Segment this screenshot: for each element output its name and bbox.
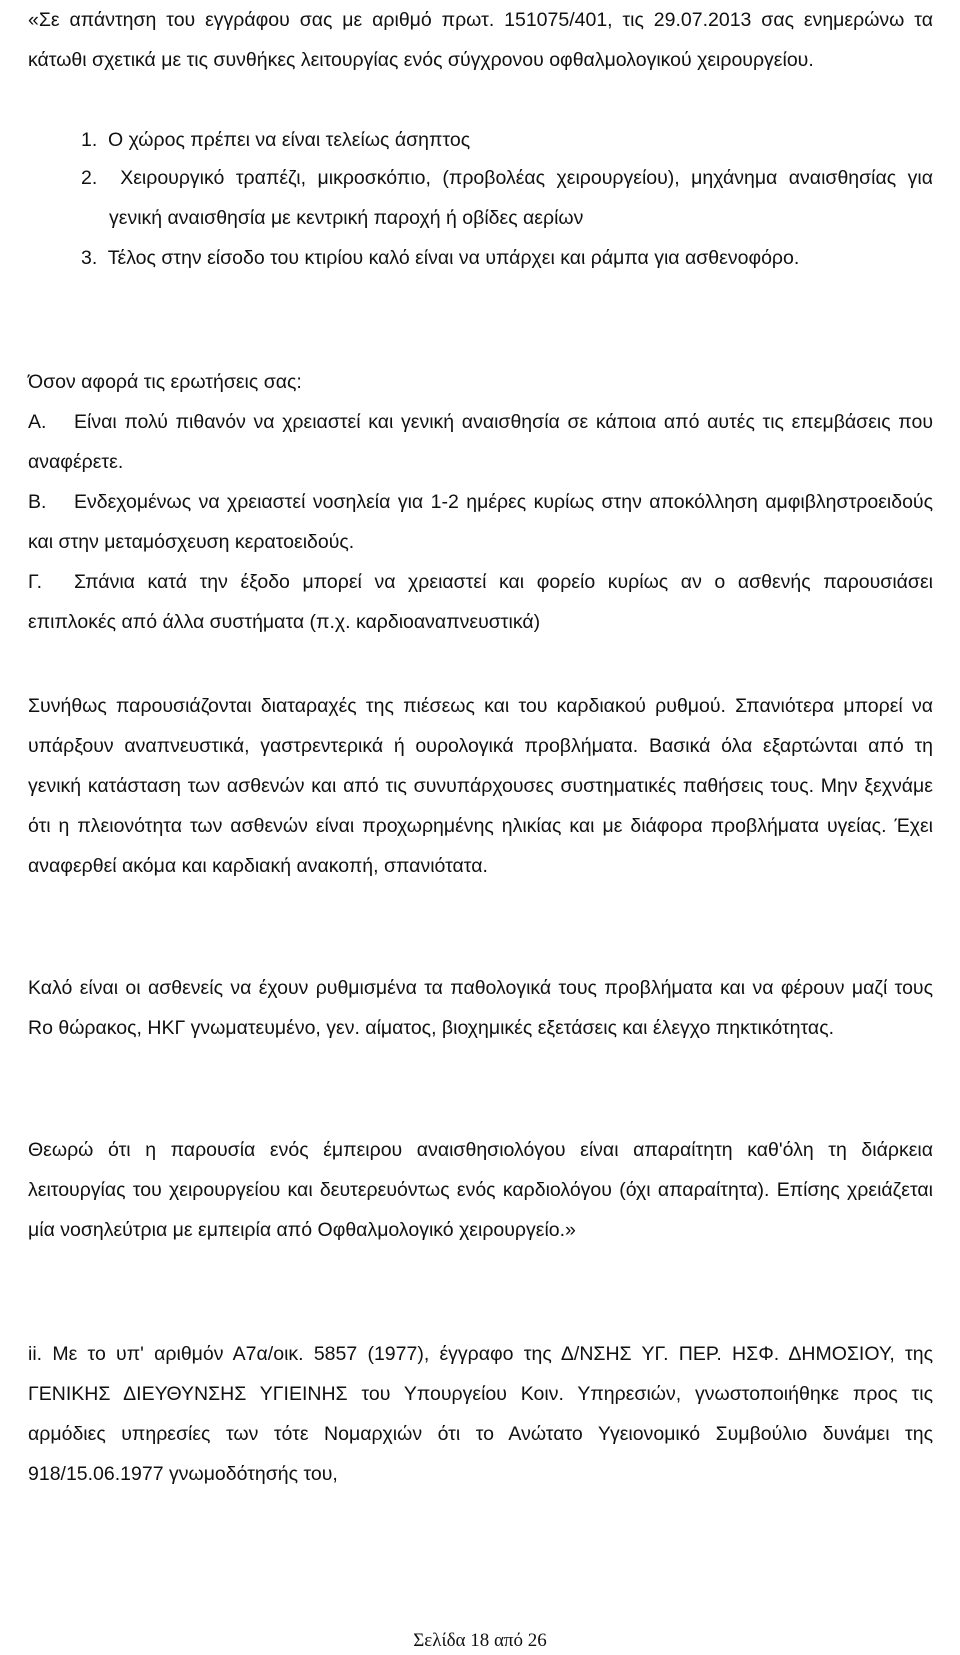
lettered-item-label: Γ. — [28, 571, 43, 593]
numbered-item-label: 1. — [81, 129, 98, 151]
lettered-item-label: Α. — [28, 411, 47, 433]
paragraph-symptoms: Συνήθως παρουσιάζονται διαταραχές της πιέσεως και του καρδιακού ρυθμού. Σπανιότερα μπορεί να υπάρξουν αναπνευστικά, γαστρεντερικά ή ουρολογικά προβλήματα. Βασικά όλα εξαρτώνται από τη γενική κατάσταση των ασθενών και από τις συνυπάρχουσες συστηματικές παθήσεις τους. Μην ξεχνάμε ότι η πλειονότητα των ασθενών είναι προχωρημένης ηλικίας και με διάφορα προβλήματα υγείας. Έχει αναφερθεί ακόμα και καρδιακή ανακοπή, σπανιότατα. — [28, 695, 933, 877]
numbered-item-2 — [28, 158, 933, 238]
numbered-item-3 — [28, 238, 933, 278]
lettered-item-text: Είναι πολύ πιθανόν να χρειαστεί και γενική αναισθησία σε κάποια από αυτές τις επεμβάσεις που αναφέρετε. — [28, 411, 933, 473]
paragraph-anesthesiologist: Θεωρώ ότι η παρουσία ενός έμπειρου αναισθησιολόγου είναι απαραίτητη καθ'όλη τη διάρκεια λειτουργίας του χειρουργείου και δευτερευόντως ενός καρδιολόγου (όχι απαραίτητα). Επίσης χρειάζεται μία νοσηλεύτρια με εμπειρία από Οφθαλμολογικό χειρουργείο.» — [28, 1139, 933, 1241]
lettered-item-c — [28, 562, 933, 642]
lettered-item-text: Ενδεχομένως να χρειαστεί νοσηλεία για 1-2 ημέρες κυρίως στην αποκόλληση αμφιβληστροειδούς και στην μεταμόσχευση κερατοειδούς. — [28, 491, 933, 553]
numbered-item-text: Χειρουργικό τραπέζι, μικροσκόπιο, (προβολέας χειρουργείου), μηχάνημα αναισθησίας για γενική αναισθησία με κεντρική παροχή ή οβίδες αερίων — [109, 167, 933, 229]
questions-heading: Όσον αφορά τις ερωτήσεις σας: — [28, 371, 302, 393]
numbered-item-text: Τέλος στην είσοδο του κτιρίου καλό είναι να υπάρχει και ράμπα για ασθενοφόρο. — [107, 247, 800, 269]
numbered-item-1 — [28, 120, 933, 160]
lettered-item-a — [28, 402, 933, 482]
paragraph-directive: ii. Με το υπ' αριθμόν Α7α/οικ. 5857 (1977), έγγραφο της Δ/ΝΣΗΣ ΥΓ. ΠΕΡ. ΗΣΦ. ΔΗΜΟΣΙΟΥ, της ΓΕΝΙΚΗΣ ΔΙΕΥΘΥΝΣΗΣ ΥΓΙΕΙΝΗΣ του Υπουργείου Κοιν. Υπηρεσιών, γνωστοποιήθηκε προς τις αρμόδιες υπηρεσίες των τότε Νομαρχιών ότι το Ανώτατο Υγειονομικό Συμβούλιο δυνάμει της 918/15.06.1977 γνωμοδότησής του, — [28, 1343, 933, 1485]
paragraph-preparation: Καλό είναι οι ασθενείς να έχουν ρυθμισμένα τα παθολογικά τους προβλήματα και να φέρουν μαζί τους Ro θώρακος, ΗΚΓ γνωματευμένο, γεν. αίματος, βιοχημικές εξετάσεις και έλεγχο πηκτικότητας. — [28, 977, 933, 1039]
numbered-item-text: Ο χώρος πρέπει να είναι τελείως άσηπτος — [108, 129, 471, 151]
lettered-item-label: Β. — [28, 491, 47, 513]
intro-paragraph: «Σε απάντηση του εγγράφου σας με αριθμό πρωτ. 151075/401, τις 29.07.2013 σας ενημερώνω τα κάτωθι σχετικά με τις συνθήκες λειτουργίας ενός σύγχρονου οφθαλμολογικού χειρουργείου. — [28, 9, 933, 71]
lettered-item-text: Σπάνια κατά την έξοδο μπορεί να χρειαστεί και φορείο κυρίως αν ο ασθενής παρουσιάσει επιπλοκές από άλλα συστήματα (π.χ. καρδιοαναπνευστικά) — [28, 571, 933, 633]
page-number-footer: Σελίδα 18 από 26 — [413, 1630, 547, 1651]
numbered-item-label: 3. — [81, 247, 98, 269]
lettered-item-b — [28, 482, 933, 562]
numbered-item-label: 2. — [81, 167, 98, 189]
